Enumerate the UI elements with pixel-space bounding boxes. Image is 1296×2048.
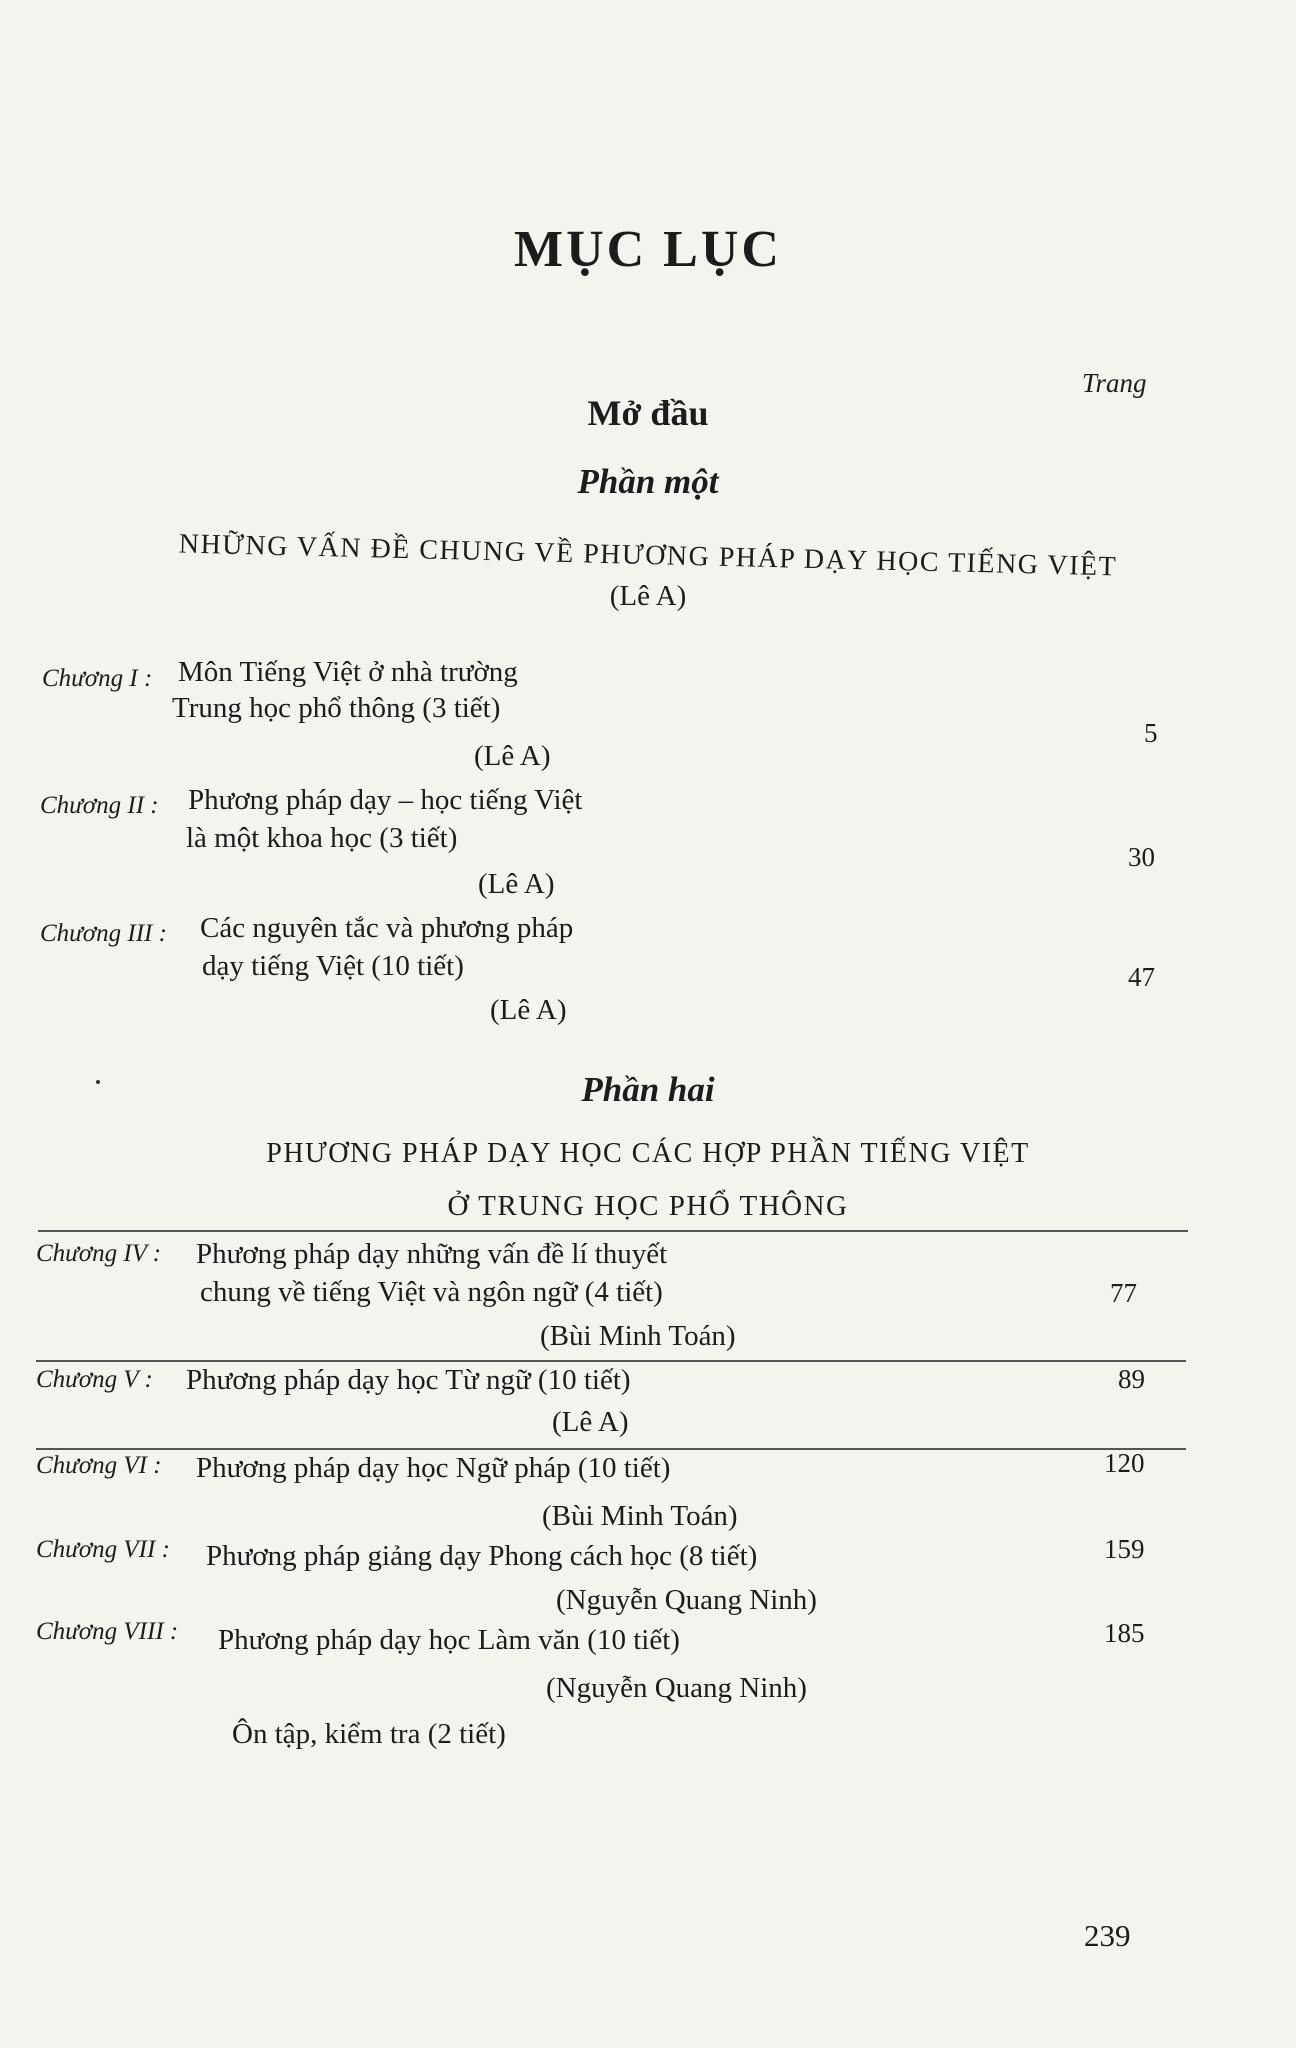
chapter-title-line1: Các nguyên tắc và phương pháp: [200, 912, 574, 944]
chapter-label: Chương IV :: [36, 1240, 162, 1267]
part-two-title-line1: PHƯƠNG PHÁP DẠY HỌC CÁC HỢP PHẦN TIẾNG VIỆT: [266, 1138, 1030, 1169]
chapter-label: Chương I :: [42, 665, 153, 692]
chapter-title-line1: Phương pháp dạy học Ngữ pháp (10 tiết): [196, 1452, 671, 1484]
chapter-label: Chương II :: [40, 792, 159, 819]
chapter-page: 120: [1104, 1448, 1145, 1478]
intro-heading: Mở đầu: [587, 393, 709, 433]
chapter-title-line1: Phương pháp dạy – học tiếng Việt: [188, 784, 583, 816]
chapter-author: (Lê A): [474, 740, 551, 772]
chapter-label: Chương VII :: [36, 1536, 170, 1563]
horizontal-rule: [36, 1448, 1186, 1450]
part-one-label: Phần một: [577, 462, 719, 501]
horizontal-rule: [36, 1360, 1186, 1362]
chapter-author: (Nguyễn Quang Ninh): [546, 1672, 807, 1704]
chapter-label: Chương VIII :: [36, 1618, 179, 1645]
chapter-page: 5: [1144, 718, 1158, 748]
part-one-author: (Lê A): [609, 580, 687, 612]
chapter-page: 89: [1118, 1364, 1145, 1394]
chapter-page: 30: [1128, 842, 1155, 872]
chapter-page: 77: [1110, 1278, 1137, 1308]
chapter-title-line2: Trung học phổ thông (3 tiết): [172, 692, 501, 724]
part-two-title-line2: Ở TRUNG HỌC PHỔ THÔNG: [447, 1190, 849, 1222]
chapter-title-line2: chung về tiếng Việt và ngôn ngữ (4 tiết): [200, 1276, 663, 1308]
toc-title: MỤC LỤC: [514, 221, 782, 278]
chapter-author: (Lê A): [490, 994, 567, 1026]
chapter-title-line1: Phương pháp dạy những vấn đề lí thuyết: [196, 1238, 668, 1270]
chapter-title-line2: dạy tiếng Việt (10 tiết): [202, 950, 464, 982]
chapter-label: Chương III :: [40, 920, 167, 947]
chapter-page: 47: [1128, 962, 1155, 992]
page-number: 239: [1084, 1918, 1131, 1953]
chapter-author: (Bùi Minh Toán): [542, 1500, 738, 1532]
chapter-label: Chương V :: [36, 1366, 153, 1393]
chapter-title-line1: Phương pháp giảng dạy Phong cách học (8 tiết): [206, 1540, 758, 1572]
chapter-title-line1: Phương pháp dạy học Làm văn (10 tiết): [218, 1624, 680, 1656]
page-column-label: Trang: [1082, 368, 1147, 398]
chapter-author: (Lê A): [478, 868, 555, 900]
review-entry: Ôn tập, kiểm tra (2 tiết): [232, 1718, 506, 1750]
chapter-title-line1: Môn Tiếng Việt ở nhà trường: [178, 656, 518, 688]
chapter-title-line1: Phương pháp dạy học Từ ngữ (10 tiết): [186, 1364, 631, 1396]
chapter-author: (Bùi Minh Toán): [540, 1320, 736, 1352]
chapter-page: 185: [1104, 1618, 1145, 1648]
chapter-page: 159: [1104, 1534, 1145, 1564]
chapter-author: (Lê A): [552, 1406, 629, 1438]
horizontal-rule: [38, 1230, 1188, 1232]
part-one-title: NHỮNG VẤN ĐỀ CHUNG VỀ PHƯƠNG PHÁP DẠY HỌC TIẾNG VIỆT: [178, 528, 1118, 583]
chapter-title-line2: là một khoa học (3 tiết): [186, 822, 458, 854]
part-two-label: Phần hai: [581, 1070, 715, 1109]
chapter-author: (Nguyễn Quang Ninh): [556, 1584, 817, 1616]
chapter-label: Chương VI :: [36, 1452, 162, 1479]
